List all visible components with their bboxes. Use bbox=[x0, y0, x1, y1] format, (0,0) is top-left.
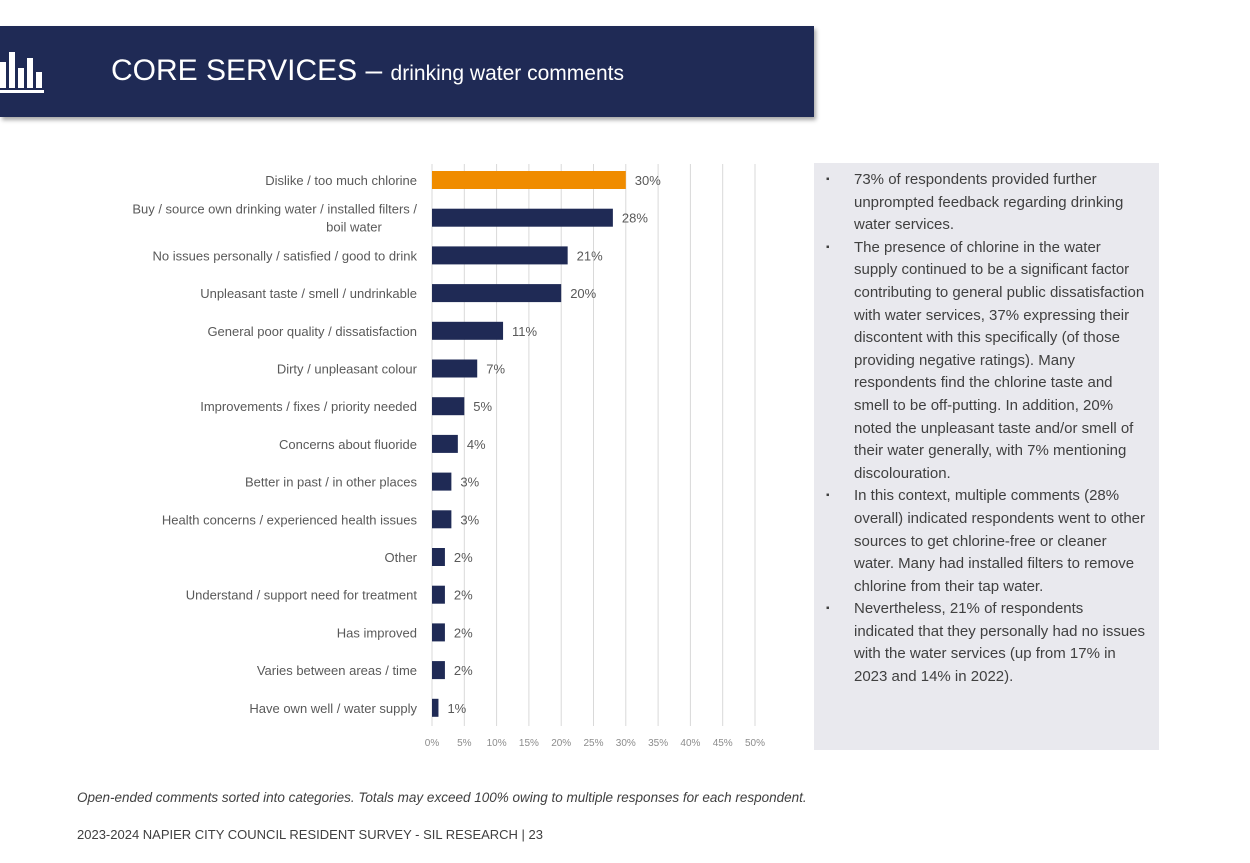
category-label: No issues personally / satisfied / good to drink bbox=[152, 248, 417, 264]
x-tick-label: 5% bbox=[457, 738, 472, 749]
bar-value-label: 20% bbox=[570, 286, 597, 302]
commentary-item bbox=[826, 237, 1147, 486]
footnote: Open-ended comments sorted into categories. Totals may exceed 100% owing to multiple responses for each respondent. bbox=[77, 790, 807, 805]
commentary-text: The presence of chlorine in the water supply continued to be a significant factor contributing to general public dissatisfaction with water services, 37% expressing their discontent with this specifically (of those providing negative ratings). Many respondents find the chlorine taste and smell to be off-putting. In addition, 20% noted the unpleasant taste and/or smell of their water generally, with 7% mentioning discolouration. bbox=[854, 238, 1145, 482]
commentary-text: Nevertheless, 21% of respondents indicated that they personally had no issues with the water services (up from 17% in 2023 and 14% in 2022). bbox=[854, 600, 1146, 686]
page-title bbox=[111, 54, 624, 88]
page-footer: 2023-2024 NAPIER CITY COUNCIL RESIDENT SURVEY - SIL RESEARCH | 23 bbox=[77, 827, 544, 842]
category-label: Concerns about fluoride bbox=[278, 436, 417, 452]
bar bbox=[432, 171, 626, 189]
category-label: Understand / support need for treatment bbox=[185, 587, 417, 603]
bar bbox=[432, 548, 445, 566]
title-main: CORE SERVICES – bbox=[111, 54, 391, 87]
bar-value-label: 28% bbox=[621, 210, 648, 226]
bar-value-label: 1% bbox=[447, 700, 467, 716]
bar bbox=[432, 510, 451, 528]
category-label: Other bbox=[384, 550, 417, 565]
bar-value-label: 11% bbox=[512, 323, 538, 339]
bar bbox=[432, 623, 445, 641]
x-tick-label: 25% bbox=[583, 738, 604, 749]
header-banner bbox=[0, 26, 814, 117]
commentary-item bbox=[826, 169, 1147, 237]
category-label: Have own well / water supply bbox=[249, 700, 417, 716]
bar-value-label: 3% bbox=[460, 512, 480, 528]
bar bbox=[432, 360, 477, 378]
commentary-text: In this context, multiple comments (28% overall) indicated respondents went to other sources to get chlorine-free or cleaner water. Many had installed filters to remove chlorine from their tap water. bbox=[854, 487, 1146, 595]
commentary-item bbox=[826, 598, 1147, 688]
bar-value-label: 2% bbox=[453, 663, 473, 679]
bar bbox=[432, 397, 464, 415]
bar bbox=[432, 322, 503, 340]
bar bbox=[432, 209, 613, 227]
bar-value-label: 4% bbox=[466, 436, 486, 452]
bar-value-label: 3% bbox=[460, 474, 480, 490]
category-label: Health concerns / experienced health issues bbox=[161, 512, 417, 528]
x-tick-label: 40% bbox=[680, 738, 701, 749]
bullet-icon: ▪ bbox=[826, 174, 830, 185]
bar-chart-icon bbox=[0, 48, 48, 98]
category-label: Improvements / fixes / priority needed bbox=[200, 399, 417, 415]
category-label: Buy / source own drinking water / installed filters / boil water bbox=[132, 201, 417, 235]
category-label: Dirty / unpleasant colour bbox=[276, 361, 417, 377]
bar-chart bbox=[0, 150, 800, 760]
commentary-item bbox=[826, 485, 1147, 598]
commentary-list bbox=[826, 169, 1147, 689]
x-tick-label: 45% bbox=[712, 738, 733, 749]
commentary-text: 73% of respondents provided further unprompted feedback regarding drinking water services. bbox=[854, 171, 1124, 234]
bar bbox=[432, 661, 445, 679]
x-tick-label: 15% bbox=[518, 738, 539, 749]
bar bbox=[432, 435, 458, 453]
bullet-icon: ▪ bbox=[826, 241, 830, 253]
x-tick-label: 50% bbox=[744, 738, 766, 749]
bullet-icon: ▪ bbox=[826, 603, 830, 615]
bar bbox=[432, 699, 438, 717]
x-tick-label: 20% bbox=[551, 738, 572, 749]
bullet-icon: ▪ bbox=[826, 490, 830, 502]
bar bbox=[432, 284, 561, 302]
bar-value-label: 2% bbox=[453, 625, 473, 641]
bar-value-label: 2% bbox=[453, 550, 473, 565]
x-tick-label: 35% bbox=[648, 738, 669, 749]
category-label: Unpleasant taste / smell / undrinkable bbox=[200, 286, 417, 302]
x-tick-label: 0% bbox=[424, 738, 440, 749]
commentary-panel bbox=[814, 163, 1159, 750]
bar bbox=[432, 246, 568, 264]
category-label: Dislike / too much chlorine bbox=[265, 173, 417, 188]
bar bbox=[432, 473, 451, 491]
bar-value-label: 30% bbox=[634, 173, 661, 188]
bar-value-label: 2% bbox=[453, 587, 473, 603]
bar-value-label: 7% bbox=[486, 361, 506, 377]
title-sub: drinking water comments bbox=[390, 62, 624, 85]
x-tick-label: 10% bbox=[486, 738, 507, 749]
category-label: Better in past / in other places bbox=[245, 474, 417, 490]
category-label: Has improved bbox=[336, 625, 417, 641]
bar bbox=[432, 586, 445, 604]
category-label: General poor quality / dissatisfaction bbox=[207, 323, 417, 339]
bar-value-label: 21% bbox=[576, 248, 603, 264]
category-label: Varies between areas / time bbox=[256, 663, 417, 679]
bar-value-label: 5% bbox=[473, 399, 493, 415]
x-tick-label: 30% bbox=[615, 738, 636, 749]
